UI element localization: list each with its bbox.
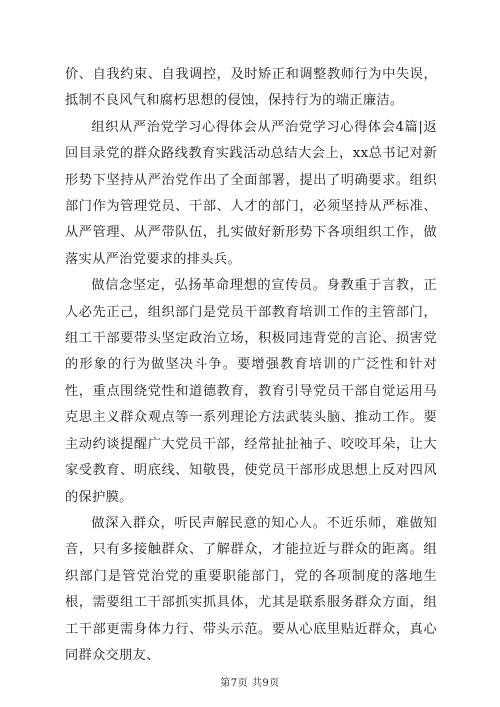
document-body [65, 62, 437, 669]
paragraph-firm-belief: 做信念坚定，弘扬革命理想的宣传员。身教重于言教，正人必先正己，组织部门是党员干部教育培训工作的主管部门，组工干部要带头坚定政治立场，积极同违背党的言论、损害党的形象的行为做坚决斗争。要增强教育培训的广泛性和针对性，重点围绕党性和道德教育，教育引导党员干部自觉运用马克思主义群众观点等一系列理论方法武装头脑、推动工作。要主动约谈提醒广大党员干部，经常扯扯袖子、咬咬耳朵，让大家受教育、明底线、知敬畏，使党员干部形成思想上反对四风的保护膜。 [65, 278, 437, 505]
paragraph-strict-party-governance: 组织从严治党学习心得体会从严治党学习心得体会4篇|返回目录党的群众路线教育实践活动总结大会上，xx总书记对新形势下坚持从严治党作出了全面部署，提出了明确要求。组织部门作为管理党员、干部、人才的部门，必须坚持从严标准、从严管理、从严带队伍，扎实做好新形势下各项组织工作，做落实从严治党要求的排头兵。 [65, 119, 437, 267]
paragraph-continuation: 价、自我约束、自我调控，及时矫正和调整教师行为中失误，抵制不良风气和腐朽思想的侵蚀，保持行为的端正廉洁。 [65, 67, 437, 109]
paragraph-serve-the-masses: 做深入群众，听民声解民意的知心人。不近乐师，难做知音，只有多接触群众、了解群众，才能拉近与群众的距离。组织部门是管党治党的重要职能部门，党的各项制度的落地生根，需要组工干部抓实抓具体，尤其是联系服务群众方面，组工干部更需身体力行、带头示范。要从心底里贴近群众，真心同群众交朋友、 [65, 515, 437, 663]
page-number-footer: 第7页 共9页 [220, 678, 280, 689]
